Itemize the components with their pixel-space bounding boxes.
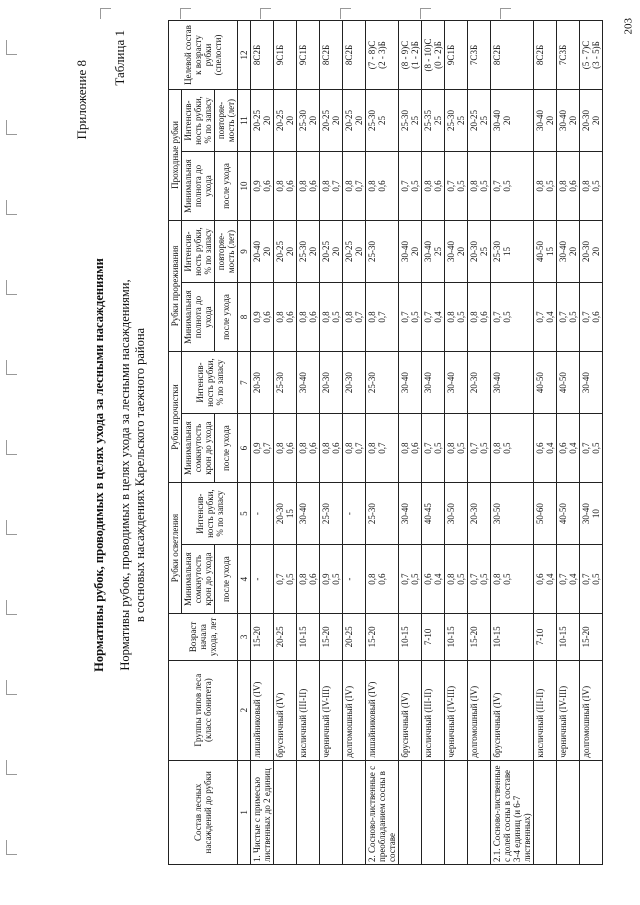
table-cell-c5: 25-30 [320,483,343,545]
table-cell-c9: 30-40 20 [445,220,468,282]
table-cell-c9: 20-40 20 [251,220,274,282]
table-cell-c1 [468,760,491,864]
table-cell-c8: 0,7 0,6 [580,283,603,352]
header-min-crown: Минимальная сомкнутость крон до ухода [182,414,215,483]
table-cell-c7: 25-30 [274,351,297,413]
table-cell-c11: 20-25 20 [251,89,274,151]
table-cell-c12: 7С3Б [468,21,491,90]
table-row [422,21,445,865]
table-row [534,21,557,865]
table-cell-c6: 0,8 0,7 [343,414,366,483]
table-cell-c10: 0,8 0,6 [422,152,445,221]
table-cell-c5: 20-30 [468,483,491,545]
col-number: 8 [238,283,251,352]
header-cleaning: Рубки прочистки [169,351,182,482]
table-cell-c3: 10-15 [297,614,320,661]
page-number: 203 [622,18,634,35]
table-cell-c4: 0,7 0,5 [468,545,491,614]
table-cell-c10: 0,8 0,7 [320,152,343,221]
table-cell-c3: 10-15 [557,614,580,661]
header-intensity: Интенсив-ность рубки, % по запасу [182,351,238,413]
table-cell-c2: кисличный (III-II) [534,660,557,760]
table-cell-c8: 0,8 0,6 [274,283,297,352]
table-cell-c2: лишайниковый (IV) [366,660,399,760]
table-cell-c6: 0,8 0,5 [445,414,468,483]
table-cell-c9: 30-40 20 [399,220,422,282]
table-cell-c10: 0,9 0,6 [251,152,274,221]
table-cell-c1 [422,760,445,864]
table-cell-c4: 0,8 0,5 [445,545,468,614]
table-cell-c2: долгомошный (IV) [343,660,366,760]
table-cell-c1 [580,760,603,864]
col-number: 11 [238,89,251,151]
table-cell-c3: 7-10 [422,614,445,661]
table-cell-c7: 40-50 [557,351,580,413]
col-number: 6 [238,414,251,483]
table-row [320,21,343,865]
table-cell-c9: 30-40 20 [557,220,580,282]
col-number: 9 [238,220,251,282]
header-after: после ухода [215,414,238,483]
header-after: после ухода [215,152,238,221]
table-cell-c4: 0,7 0,5 [580,545,603,614]
col-number: 12 [238,21,251,90]
table-cell-c12: 9С1Б [274,21,297,90]
table-cell-c12: (7 - 8)С (2 - 3)Б [366,21,399,90]
table-cell-c10: 0,8 0,7 [343,152,366,221]
table-cell-c11: 25-30 25 [399,89,422,151]
table-cell-c4: 0,8 0,5 [491,545,534,614]
header-intensity-repeat: Интенсив-ность рубки, % по запасу [182,89,215,151]
table-cell-c3: 20-25 [343,614,366,661]
table-cell-c2: черничный (IV-III) [320,660,343,760]
table-cell-c9: 25-30 15 [491,220,534,282]
table-cell-c7: 30-40 [445,351,468,413]
table-cell-c3: 15-20 [320,614,343,661]
col-number: 10 [238,152,251,221]
table-cell-c6: 0,7 0,5 [468,414,491,483]
table-row [399,21,422,865]
table-cell-c10: 0,8 0,5 [580,152,603,221]
col-number: 4 [238,545,251,614]
table-cell-c7: 40-50 [534,351,557,413]
table-cell-c12: 9С1Б [445,21,468,90]
table-row [557,21,580,865]
table-cell-c6: 0,8 0,5 [491,414,534,483]
table-cell-c7: 30-40 [580,351,603,413]
table-cell-c7: 30-40 [422,351,445,413]
table-cell-c8: 0,8 0,6 [468,283,491,352]
table-cell-c9: 40-50 15 [534,220,557,282]
table-cell-c9: 20-30 25 [468,220,491,282]
table-cell-c1 [445,760,468,864]
table-cell-c8: 0,8 0,6 [297,283,320,352]
table-cell-c8: 0,7 0,4 [534,283,557,352]
table-cell-c12: 8С2Б [320,21,343,90]
column-numbers-row [238,21,251,865]
table-cell-c3: 7-10 [534,614,557,661]
table-cell-c11: 20-25 20 [343,89,366,151]
col-number: 5 [238,483,251,545]
table-cell-c11: 30-40 20 [534,89,557,151]
table-cell-c1 [534,760,557,864]
table-cell-c1: 1. Чистые с примесью лиственных до 2 единиц [251,760,274,864]
table-row [491,21,534,865]
header-min-density: Минимальная полнота до ухода [182,152,215,221]
table-cell-c4: - [251,545,274,614]
table-cell-c7: 20-30 [251,351,274,413]
table-cell-c1 [297,760,320,864]
table-cell-c5: 40-50 [557,483,580,545]
header-after: после ухода [215,545,238,614]
table-cell-c1 [557,760,580,864]
sub-title-line: Нормативы рубок, проводимых в целях ухода за лесными насаждениями, [118,279,132,671]
table-row [366,21,399,865]
table-cell-c8: 0,8 0,7 [343,283,366,352]
table-cell-c12: 7С3Б [557,21,580,90]
main-title: Нормативы рубок, проводимых в целях ухода за лесными насаждениями [92,258,106,672]
table-cell-c7: 25-30 [366,351,399,413]
table-cell-c10: 0,8 0,5 [534,152,557,221]
table-cell-c2: кисличный (III-II) [297,660,320,760]
table-row [445,21,468,865]
table-row [297,21,320,865]
table-cell-c5: 30-40 [399,483,422,545]
table-cell-c2: долгомошный (IV) [580,660,603,760]
header-repeat: повторяе-мость (лет) [215,220,238,282]
table-cell-c6: 0,8 0,6 [320,414,343,483]
table-cell-c6: 0,7 0,5 [580,414,603,483]
table-cell-c11: 30-40 20 [491,89,534,151]
table-cell-c1 [399,760,422,864]
table-cell-c1 [320,760,343,864]
table-cell-c8: 0,8 0,7 [366,283,399,352]
table-cell-c8: 0,8 0,5 [320,283,343,352]
table-cell-c2: брусничный (IV) [399,660,422,760]
table-cell-c4: - [343,545,366,614]
header-lightening: Рубки осветления [169,483,182,614]
table-cell-c8: 0,7 0,5 [491,283,534,352]
table-cell-c5: 30-40 [297,483,320,545]
table-cell-c12: 9С1Б [297,21,320,90]
table-cell-c12: (8 - 9)С (1 - 2)Б [399,21,422,90]
table-cell-c2: брусничный (IV) [491,660,534,760]
table-cell-c1 [343,760,366,864]
table-cell-c1: 2.1. Сосново-лиственные с долей сосны в составе 3-4 единиц (и 6-7 лиственных) [491,760,534,864]
table-cell-c12: (5 - 7)С (3 - 5)Б [580,21,603,90]
table-cell-c10: 0,8 0,6 [557,152,580,221]
table-cell-c9: 30-40 25 [422,220,445,282]
table-cell-c4: 0,8 0,6 [297,545,320,614]
table-cell-c1: 2. Сосново-лиственные с преобладанием сосны в составе [366,760,399,864]
table-cell-c8: 0,9 0,6 [251,283,274,352]
table-cell-c6: 0,8 0,6 [297,414,320,483]
table-cell-c11: 20-25 20 [274,89,297,151]
col-number: 7 [238,351,251,413]
table-cell-c5: 20-30 15 [274,483,297,545]
table-cell-c5: 40-45 [422,483,445,545]
header-after: после ухода [215,283,238,352]
table-cell-c11: 25-30 20 [297,89,320,151]
sub-title [118,225,148,725]
header-intensity: Интенсив-ность рубки, % по запасу [182,483,238,545]
header-age: Возраст начала ухода, лет [169,614,238,661]
table-row [580,21,603,865]
table-cell-c5: 30-50 [445,483,468,545]
table-cell-c2: лишайниковый (IV) [251,660,274,760]
table-cell-c3: 15-20 [251,614,274,661]
table-cell-c3: 10-15 [399,614,422,661]
table-cell-c7: 20-30 [320,351,343,413]
table-cell-c3: 10-15 [445,614,468,661]
table-cell-c10: 0,7 0,5 [445,152,468,221]
table-cell-c5: 30-40 10 [580,483,603,545]
title-block [0,0,160,905]
table-cell-c10: 0,8 0,6 [366,152,399,221]
table-cell-c12: (8 - 10)С (0 - 2)Б [422,21,445,90]
table-cell-c5: 50-60 [534,483,557,545]
table-cell-c7: 30-40 [491,351,534,413]
table-cell-c9: 25-30 [366,220,399,282]
sub-title-line: в сосновых насаждениях Карельского таежного района [133,327,147,623]
table-cell-c6: 0,8 0,6 [274,414,297,483]
table-cell-c12: 8С2Б [251,21,274,90]
table-cell-c6: 0,6 0,4 [557,414,580,483]
header-intensity-repeat: Интенсив-ность рубки, % по запасу [182,220,215,282]
table-cell-c11: 20-25 25 [468,89,491,151]
table-cell-c6: 0,7 0,5 [422,414,445,483]
table-cell-c9: 20-30 20 [580,220,603,282]
table-cell-c2: кисличный (III-II) [422,660,445,760]
header-repeat: повторяе-мость (лет) [215,89,238,151]
table-cell-c4: 0,7 0,5 [399,545,422,614]
norms-table [168,20,603,865]
table-cell-c5: - [343,483,366,545]
table-cell-c4: 0,6 0,4 [422,545,445,614]
table-cell-c11: 25-35 25 [422,89,445,151]
header-min-crown: Минимальная сомкнутость крон до ухода [182,545,215,614]
table-cell-c6: 0,8 0,6 [399,414,422,483]
table-cell-c4: 0,9 0,5 [320,545,343,614]
table-cell-c6: 0,6 0,4 [534,414,557,483]
table-cell-c3: 10-15 [491,614,534,661]
table-cell-c2: брусничный (IV) [274,660,297,760]
table-cell-c2: черничный (IV-III) [445,660,468,760]
table-cell-c10: 0,8 0,6 [297,152,320,221]
header-target: Целевой состав к возрасту рубки (спелости) [169,21,238,90]
table-cell-c11: 30-40 20 [557,89,580,151]
table-cell-c10: 0,8 0,6 [274,152,297,221]
table-cell-c8: 0,8 0,5 [445,283,468,352]
table-cell-c8: 0,7 0,5 [557,283,580,352]
header-min-density: Минимальная полнота до ухода [182,283,215,352]
table-cell-c12: 8С2Б [343,21,366,90]
table-row [468,21,491,865]
table-cell-c11: 25-30 25 [366,89,399,151]
table-cell-c3: 15-20 [468,614,491,661]
table-body [251,21,603,865]
header-thinning: Рубки прореживания [169,220,182,351]
table-cell-c9: 25-30 20 [297,220,320,282]
table-cell-c7: 20-30 [343,351,366,413]
table-cell-c6: 0,9 0,7 [251,414,274,483]
header-composition: Состав лесных насаждений до рубки [169,760,238,864]
table-cell-c7: 30-40 [297,351,320,413]
table-cell-c9: 20-25 20 [320,220,343,282]
table-cell-c6: 0,8 0,7 [366,414,399,483]
table-cell-c3: 20-25 [274,614,297,661]
table-cell-c12: 8С2Б [534,21,557,90]
table-cell-c10: 0,7 0,5 [491,152,534,221]
table-cell-c11: 20-25 20 [320,89,343,151]
table-cell-c4: 0,7 0,4 [557,545,580,614]
col-number: 2 [238,660,251,760]
table-cell-c2: черничный (IV-III) [557,660,580,760]
appendix-label: Приложение 8 [74,60,89,140]
table-cell-c4: 0,7 0,5 [274,545,297,614]
table-cell-c10: 0,7 0,5 [399,152,422,221]
table-row [343,21,366,865]
table-cell-c4: 0,8 0,6 [366,545,399,614]
table-cell-c4: 0,6 0,4 [534,545,557,614]
table-cell-c12: 8С2Б [491,21,534,90]
header-passing: Проходные рубки [169,89,182,220]
table-cell-c9: 20-25 20 [274,220,297,282]
table-cell-c3: 15-20 [580,614,603,661]
col-number: 1 [238,760,251,864]
table-row [251,21,274,865]
table-cell-c7: 30-40 [399,351,422,413]
table-label: Таблица 1 [112,30,127,86]
table-cell-c9: 20-25 20 [343,220,366,282]
table-cell-c2: долгомошный (IV) [468,660,491,760]
table-cell-c5: 25-30 [366,483,399,545]
table-row [274,21,297,865]
table-cell-c8: 0,7 0,5 [399,283,422,352]
table-cell-c7: 20-30 [468,351,491,413]
header-forest-type: Группы типов леса (класс бонитета) [169,660,238,760]
table-cell-c5: 30-50 [491,483,534,545]
table-cell-c11: 20-30 20 [580,89,603,151]
table-cell-c8: 0,7 0,4 [422,283,445,352]
table-cell-c5: - [251,483,274,545]
col-number: 3 [238,614,251,661]
table-cell-c10: 0,8 0,5 [468,152,491,221]
table-cell-c3: 15-20 [366,614,399,661]
table-cell-c1 [274,760,297,864]
table-cell-c11: 25-30 25 [445,89,468,151]
